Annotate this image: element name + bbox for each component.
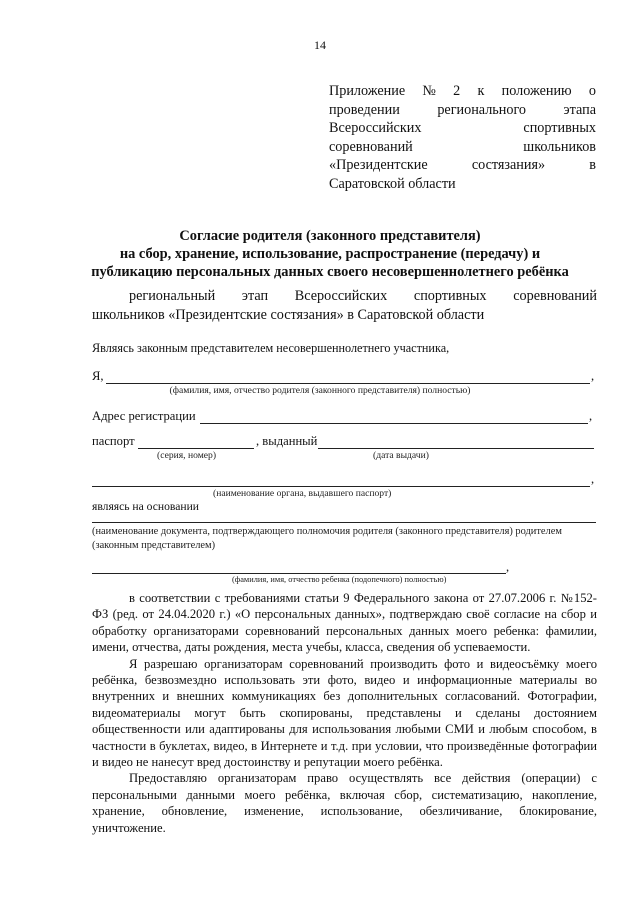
address-label: Адрес регистрации: [92, 409, 196, 423]
series-caption: (серия, номер): [157, 450, 217, 461]
passport-date-field[interactable]: [318, 448, 594, 449]
ya-label: Я,: [92, 369, 104, 383]
address-field[interactable]: [200, 423, 588, 424]
appendix-line: Всероссийских спортивных: [329, 120, 596, 137]
comma: ,: [591, 472, 595, 486]
organ-caption: (наименование органа, выдавшего паспорт): [213, 488, 392, 499]
appendix-line: Саратовской области: [329, 175, 456, 192]
paragraph: Я разрешаю организаторам соревнований производить фото и видеосъёмку моего ребёнка, безвозмездно использовать эти фото, видео и информационные материалы во внутренних и внешних коммуникациях без дополнительных согласований. Фотографии, видеоматериалы могут быть скопированы, представлены и сделаны достоянием общественности или адаптированы для использования любыми СМИ и любым способом, в частности в буклетах, видео, в Интернете и т.д. при условии, что произведённые фотографии и видео не нанесут вред достоинству и репутации моего ребёнка.: [92, 656, 597, 770]
title-line: на сбор, хранение, использование, распространение (передачу) и: [119, 246, 541, 262]
passport-label: паспорт: [92, 434, 135, 448]
appendix-line: проведении регионального этапа: [329, 101, 596, 118]
page-number: 14: [314, 38, 326, 52]
parent-name-caption: (фамилия, имя, отчество родителя (законного представителя) полностью): [169, 385, 471, 396]
basis-label: являясь на основании: [92, 500, 199, 513]
appendix-line: Приложение № 2 к положению о: [329, 83, 596, 99]
paragraph: Предоставляю организаторам право осуществлять все действия (операции) с персональными данными моего ребёнка, включая сбор, систематизацию, накопление, хранение, обновление, изменение, использование, обезличивание, блокирование, уничтожение.: [92, 771, 597, 835]
parent-name-field[interactable]: [106, 383, 590, 384]
comma: ,: [506, 560, 510, 574]
comma: ,: [589, 409, 593, 423]
appendix-line: соревнований школьников: [329, 138, 596, 155]
issuing-organ-field[interactable]: [92, 486, 590, 487]
passport-series-field[interactable]: [138, 448, 254, 449]
consent-body: [92, 590, 597, 836]
basis-document-field[interactable]: [92, 522, 596, 523]
paragraph: в соответствии с требованиями статьи 9 Федерального закона от 27.07.2006 г. №152-ФЗ (ред. от 24.04.2020 г.) «О персональных данных», подтверждаю своё согласие на сбор и обработку организаторами соревнований персональных данных моего ребенка: фамилии, имени, отчества, даты рождения, места учебы, класса, сведения об успеваемости.: [92, 591, 597, 655]
issued-label: , выданный: [256, 434, 318, 448]
title-line: публикацию персональных данных своего несовершеннолетнего ребёнка: [91, 264, 569, 280]
child-name-caption: (фамилия, имя, отчество ребенка (подопечного) полностью): [232, 575, 447, 584]
event-line: школьников «Президентские состязания» в Саратовской области: [92, 307, 485, 323]
event-name: [92, 287, 597, 325]
title-line: Согласие родителя (законного представителя): [179, 228, 481, 244]
document-caption: (наименование документа, подтверждающего полномочия родителя (законного представителя) родителем (законным представителем): [92, 526, 562, 551]
event-line: региональный этап Всероссийских спортивных соревнований: [129, 288, 597, 304]
appendix-line: «Президентские состязания» в: [329, 157, 596, 174]
document-title: [60, 227, 600, 281]
intro-text: Являясь законным представителем несовершеннолетнего участника,: [92, 341, 450, 355]
date-caption: (дата выдачи): [373, 450, 429, 461]
comma: ,: [591, 369, 595, 383]
child-name-field[interactable]: [92, 573, 506, 574]
appendix-header: [329, 82, 596, 194]
